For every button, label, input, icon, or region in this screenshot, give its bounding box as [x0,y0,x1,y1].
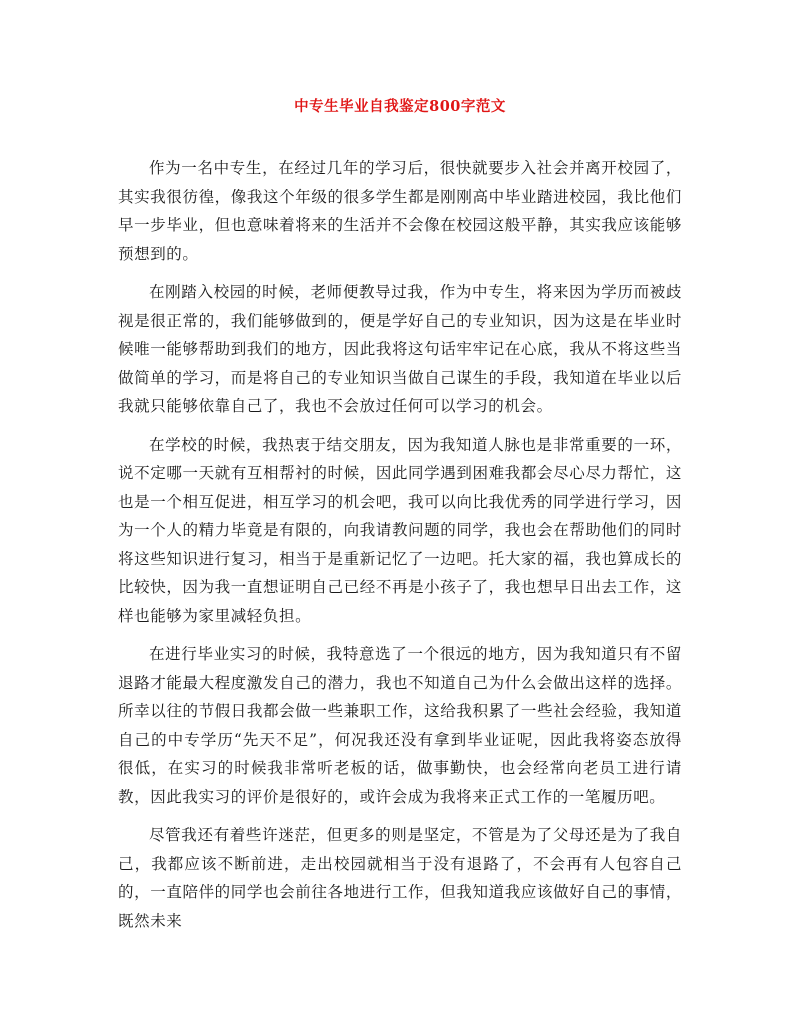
paragraph-2: 在刚踏入校园的时候，老师便教导过我，作为中专生，将来因为学历而被歧视是很正常的，我们能够做到的，便是学好自己的专业知识，因为这是在毕业时候唯一能够帮助到我们的地方，因此我将这句话牢牢记在心底，我从不将这些当做简单的学习，而是将自己的专业知识当做自己谋生的手段，我知道在毕业以后我就只能够依靠自己了，我也不会放过任何可以学习的机会。 [118,283,682,415]
document-title: 中专生毕业自我鉴定800字范文 [294,98,506,115]
paragraph-3: 在学校的时候，我热衷于结交朋友，因为我知道人脉也是非常重要的一环，说不定哪一天就有互相帮衬的时候，因此同学遇到困难我都会尽心尽力帮忙，这也是一个相互促进，相互学习的机会吧，我可以向比我优秀的同学进行学习，因为一个人的精力毕竟是有限的，向我请教问题的同学，我也会在帮助他们的同时将这些知识进行复习，相当于是重新记忆了一边吧。托大家的福，我也算成长的比较快，因为我一直想证明自己已经不再是小孩子了，我也想早日出去工作，这样也能够为家里减轻负担。 [118,435,682,625]
paragraph-4: 在进行毕业实习的时候，我特意选了一个很远的地方，因为我知道只有不留退路才能最大程度激发自己的潜力，我也不知道自己为什么会做出这样的选择。所幸以往的节假日我都会做一些兼职工作，这给我积累了一些社会经验，我知道自己的中专学历“先天不足”，何况我还没有拿到毕业证呢，因此我将姿态放得很低，在实习的时候我非常听老板的话，做事勤快，也会经常向老员工进行请教，因此我实习的评价是很好的，或许会成为我将来正式工作的一笔履历吧。 [118,645,682,806]
paragraph-1: 作为一名中专生，在经过几年的学习后，很快就要步入社会并离开校园了，其实我很彷徨，像我这个年级的很多学生都是刚刚高中毕业踏进校园，我比他们早一步毕业，但也意味着将来的生活并不会像在校园这般平静，其实我应该能够预想到的。 [118,159,682,263]
paragraph-5: 尽管我还有着些许迷茫，但更多的则是坚定，不管是为了父母还是为了我自己，我都应该不断前进，走出校园就相当于没有退路了，不会再有人包容自己的，一直陪伴的同学也会前往各地进行工作，但我知道我应该做好自己的事情，既然未来 [118,826,682,930]
